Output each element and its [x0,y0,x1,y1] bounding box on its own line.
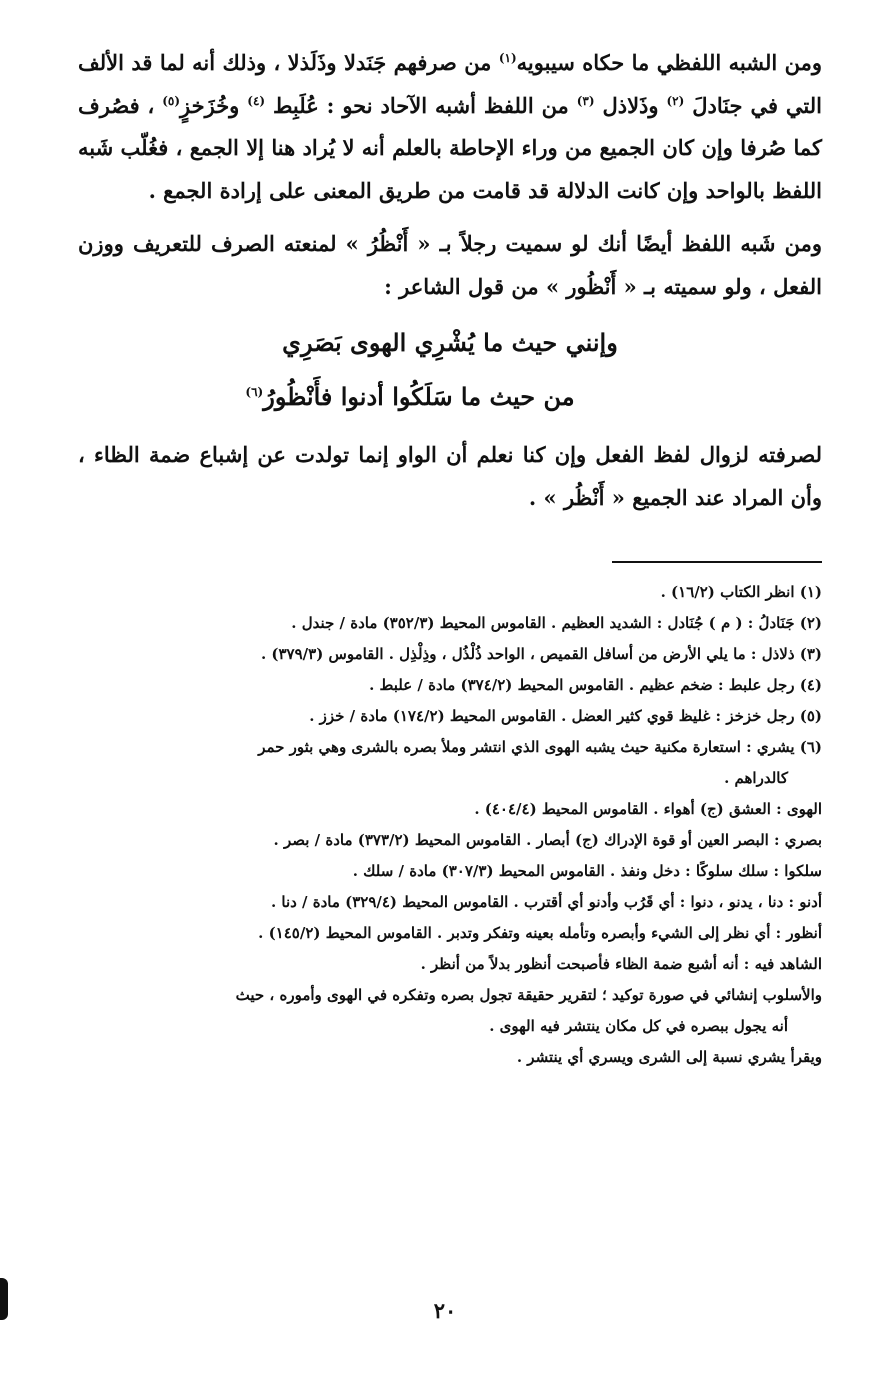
footnote-2: (٢) جَنَادلُ : ( م ) جُنَادل : الشديد العظيم . القاموس المحيط (٣٥٢/٣) مادة / جندل . [291,614,822,632]
footnote-uslub-continuation: أنه يجول ببصره في كل مكان ينتشر فيه الهوى . [489,1017,788,1035]
footnote-adnu: أدنو : دنا ، يدنو ، دنوا : أي قَرُب وأدنو أي أقترب . القاموس المحيط (٣٢٩/٤) مادة / دنا . [270,893,822,911]
footnote-ref-6[interactable]: (٦) [245,385,264,399]
book-page [78,42,822,1073]
footnote-6-continuation: كالدراهم . [724,769,788,787]
paragraph-3: لصرفته لزوال لفظ الفعل وإن كنا نعلم أن الواو إنما تولدت عن إشباع ضمة الظاء ، وأن المراد عند الجميع « أَنْظُر » . [78,442,822,510]
paragraph-1-text-3: وذَلاذل [594,92,667,118]
footnote-salaku: سلكوا : سلك سلوكًا : دخل ونفذ . القاموس المحيط (٣٠٧/٣) مادة / سلك . [352,862,822,880]
footnotes [78,577,822,1073]
paragraph-1-text-6: ، فصُرف كما صُرفا وإن كان الجميع من وراء الإحاطة بالعلم أنه لا يُراد هنا إلا الجمع ، فغُلّب شَبه اللفظ بالواحد وإن كانت الدلالة قد قامت من طريق المعنى على إرادة الجمع . [78,92,822,203]
footnote-shahid: الشاهد فيه : أنه أشبع ضمة الظاء فأصبحت أنظور بدلاً من أنظر . [420,955,822,973]
paragraph-1-text-4: من اللفظ أشبه الآحاد نحو : عُلَبِط [265,92,577,118]
footnote-hawa: الهوى : العشق (ج) أهواء . القاموس المحيط (٤٠٤/٤) . [474,800,822,818]
poem-verse-1: وإنني حيث ما يُشْرِي الهوى بَصَرِي [282,328,618,357]
paragraph-1 [78,42,822,212]
footnote-anzur: أنظور : أي نظر إلى الشيء وأبصره وتأمله بعينه وتفكر وتدبر . القاموس المحيط (١٤٥/٢) . [258,924,822,942]
footnote-4: (٤) رجل علبط : ضخم عظيم . القاموس المحيط (٣٧٤/٢) مادة / علبط . [369,676,822,694]
footnote-uslub: والأسلوب إنشائي في صورة توكيد ؛ لتقرير حقيقة تجول بصره وتفكره في الهوى وأموره ، حيث [235,986,822,1004]
footnote-ref-1[interactable]: (١) [498,51,517,65]
poem-verse-2-text: من حيث ما سَلَكُوا أدنوا فأَنْظُورُ [263,382,575,411]
footnote-3: (٣) ذلاذل : ما يلي الأرض من أسافل القميص ، الواحد ذُلْذُل ، وذِلْذِل . القاموس (٣٧٩/٣) . [260,645,822,663]
footnote-1: (١) انظر الكتاب (١٦/٢) . [660,583,822,601]
footnote-divider [612,561,822,563]
scan-edge-mark [0,1278,8,1320]
footnote-ref-3[interactable]: (٣) [576,93,595,108]
paragraph-1-text-1: ومن الشبه اللفظي ما حكاه سيبويه [516,50,822,75]
footnote-ref-4[interactable]: (٤) [247,93,266,108]
footnote-6: (٦) يشري : استعارة مكنية حيث يشبه الهوى الذي انتشر وملأ بصره بالشرى وهي بثور حمر [258,738,822,756]
footnote-ref-2[interactable]: (٢) [666,93,685,108]
footnote-yuqra: ويقرأ يشري نسبة إلى الشرى ويسري أي ينتشر . [516,1048,822,1066]
poem-verse-2 [78,370,742,424]
poem-verses [78,316,822,424]
footnote-ref-5[interactable]: (٥) [162,93,181,108]
page-number: ٢٠ [433,1298,457,1323]
paragraph-1-text-5: وخُزَخزٍ [180,92,248,118]
footnote-5: (٥) رجل خزخز : غليظ قوي كثير العضل . القاموس المحيط (١٧٤/٢) مادة / خزز . [309,707,822,725]
paragraph-1-text-2: من صرفهم جَنَدلا وذَلَذلا ، وذلك أنه لما قد الألف التي في جنَادلَ [78,50,822,118]
footnote-basari: بصري : البصر العين أو قوة الإدراك (ج) أبصار . القاموس المحيط (٣٧٣/٢) مادة / بصر . [273,831,822,849]
paragraph-2: ومن شَبه اللفظ أيضًا أنك لو سميت رجلاً بـ « أَنْظُرُ » لمنعته الصرف للتعريف ووزن الفعل ، ولو سميته بـ « أَنْظُور » من قول الشاعر : [78,231,822,299]
